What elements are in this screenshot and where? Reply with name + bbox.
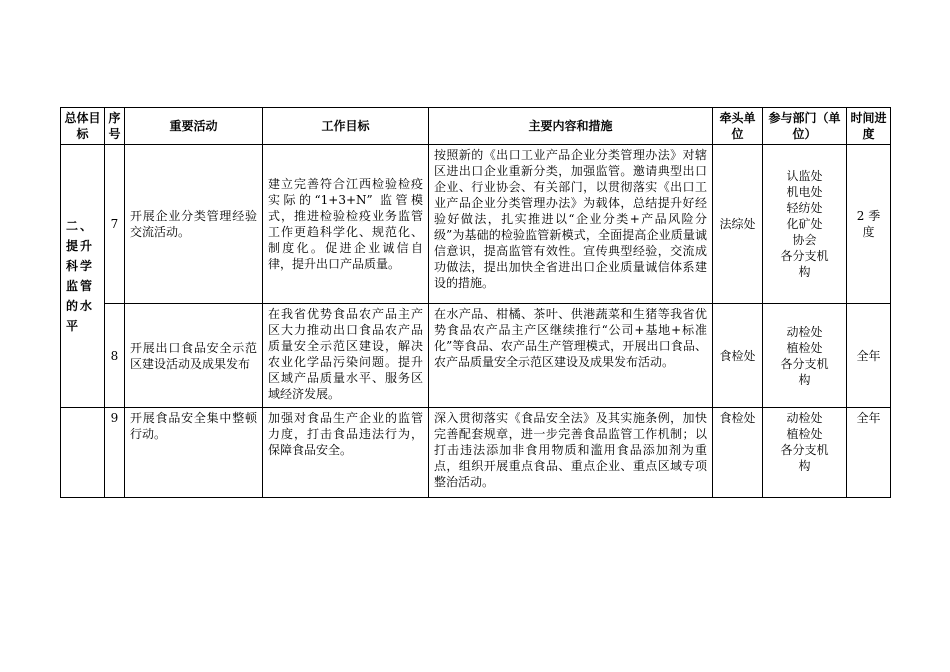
table-row xyxy=(61,304,891,408)
partner-item: 认监处 xyxy=(786,169,823,183)
partner-item: 各分支机 xyxy=(780,443,829,457)
partner-item: 各分支机 xyxy=(780,249,829,263)
schedule-cell: 全年 xyxy=(847,304,891,408)
seq-cell: 8 xyxy=(105,304,125,408)
header-partners: 参与部门（单位） xyxy=(763,108,847,145)
activity-cell: 开展食品安全集中整顿行动。 xyxy=(125,408,263,498)
header-activity: 重要活动 xyxy=(125,108,263,145)
work-plan-table xyxy=(60,107,891,498)
seq-cell: 7 xyxy=(105,145,125,304)
goal-cell-empty xyxy=(61,408,105,498)
header-goal: 总体目标 xyxy=(61,108,105,145)
lead-cell: 食检处 xyxy=(713,304,763,408)
schedule-cell: 2 季度 xyxy=(847,145,891,304)
lead-cell: 食检处 xyxy=(713,408,763,498)
partner-item: 各分支机 xyxy=(780,356,829,371)
header-measures: 主要内容和措施 xyxy=(429,108,713,145)
partners-cell xyxy=(763,304,847,408)
partner-item: 动检处 xyxy=(786,411,823,425)
partner-item: 构 xyxy=(798,265,811,279)
measures-cell: 按照新的《出口工业产品企业分类管理办法》对辖区进出口企业重新分类，加强监管。邀请典型出口企业、行业协会、有关部门，以贯彻落实《出口工业产品企业分类管理办法》为载体，总结提升好经验好做法，扎实推进以“企业分类+产品风险分级”为基础的检验监管新模式，全面提高企业质量诚信意识，提高监管有效性。宣传典型经验，交流成功做法，提出加快全省进出口企业质量诚信体系建设的措施。 xyxy=(429,145,713,304)
partner-item: 协会 xyxy=(792,233,817,247)
table-header-row xyxy=(61,108,891,145)
header-lead: 牵头单位 xyxy=(713,108,763,145)
header-seq: 序号 xyxy=(105,108,125,145)
seq-cell: 9 xyxy=(105,408,125,498)
activity-cell: 开展出口食品安全示范区建设活动及成果发布 xyxy=(125,304,263,408)
header-schedule: 时间进度 xyxy=(847,108,891,145)
table-row xyxy=(61,408,891,498)
lead-cell: 法综处 xyxy=(713,145,763,304)
partners-cell xyxy=(763,408,847,498)
partner-item: 植检处 xyxy=(786,340,823,355)
schedule-cell: 全年 xyxy=(847,408,891,498)
partner-item: 构 xyxy=(798,459,811,473)
measures-cell: 深入贯彻落实《食品安全法》及其实施条例，加快完善配套规章，进一步完善食品监管工作机制；以打击违法添加非食用物质和滥用食品添加剂为重点，组织开展重点食品、重点企业、重点区域专项整治活动。 xyxy=(429,408,713,498)
measures-cell: 在水产品、柑橘、茶叶、供港蔬菜和生猪等我省优势食品农产品主产区继续推行“公司+基地+标准化”等食品、农产品生产管理模式，开展出口食品、农产品质量安全示范区建设及成果发布活动。 xyxy=(429,304,713,408)
objective-cell: 在我省优势食品农产品主产区大力推动出口食品农产品质量安全示范区建设，解决农业化学品污染问题。提升区域产品质量水平、服务区域经济发展。 xyxy=(263,304,429,408)
objective-cell: 建立完善符合江西检验检疫实际的“1+3+N” 监管模式，推进检验检疫业务监管工作更趋科学化、规范化、制度化。促进企业诚信自律，提升出口产品质量。 xyxy=(263,145,429,304)
objective-cell: 加强对食品生产企业的监管力度，打击食品违法行为，保障食品安全。 xyxy=(263,408,429,498)
table-row xyxy=(61,145,891,304)
header-objective: 工作目标 xyxy=(263,108,429,145)
partner-item: 机电处 xyxy=(786,185,823,199)
activity-cell: 开展企业分类管理经验交流活动。 xyxy=(125,145,263,304)
partners-cell xyxy=(763,145,847,304)
partner-item: 构 xyxy=(798,372,811,387)
partner-item: 化矿处 xyxy=(786,217,823,231)
partner-item: 轻纺处 xyxy=(786,201,823,215)
partner-item: 植检处 xyxy=(786,427,823,441)
partner-item: 动检处 xyxy=(786,324,823,339)
goal-cell: 二、提升科学监管的水平 xyxy=(61,145,105,408)
